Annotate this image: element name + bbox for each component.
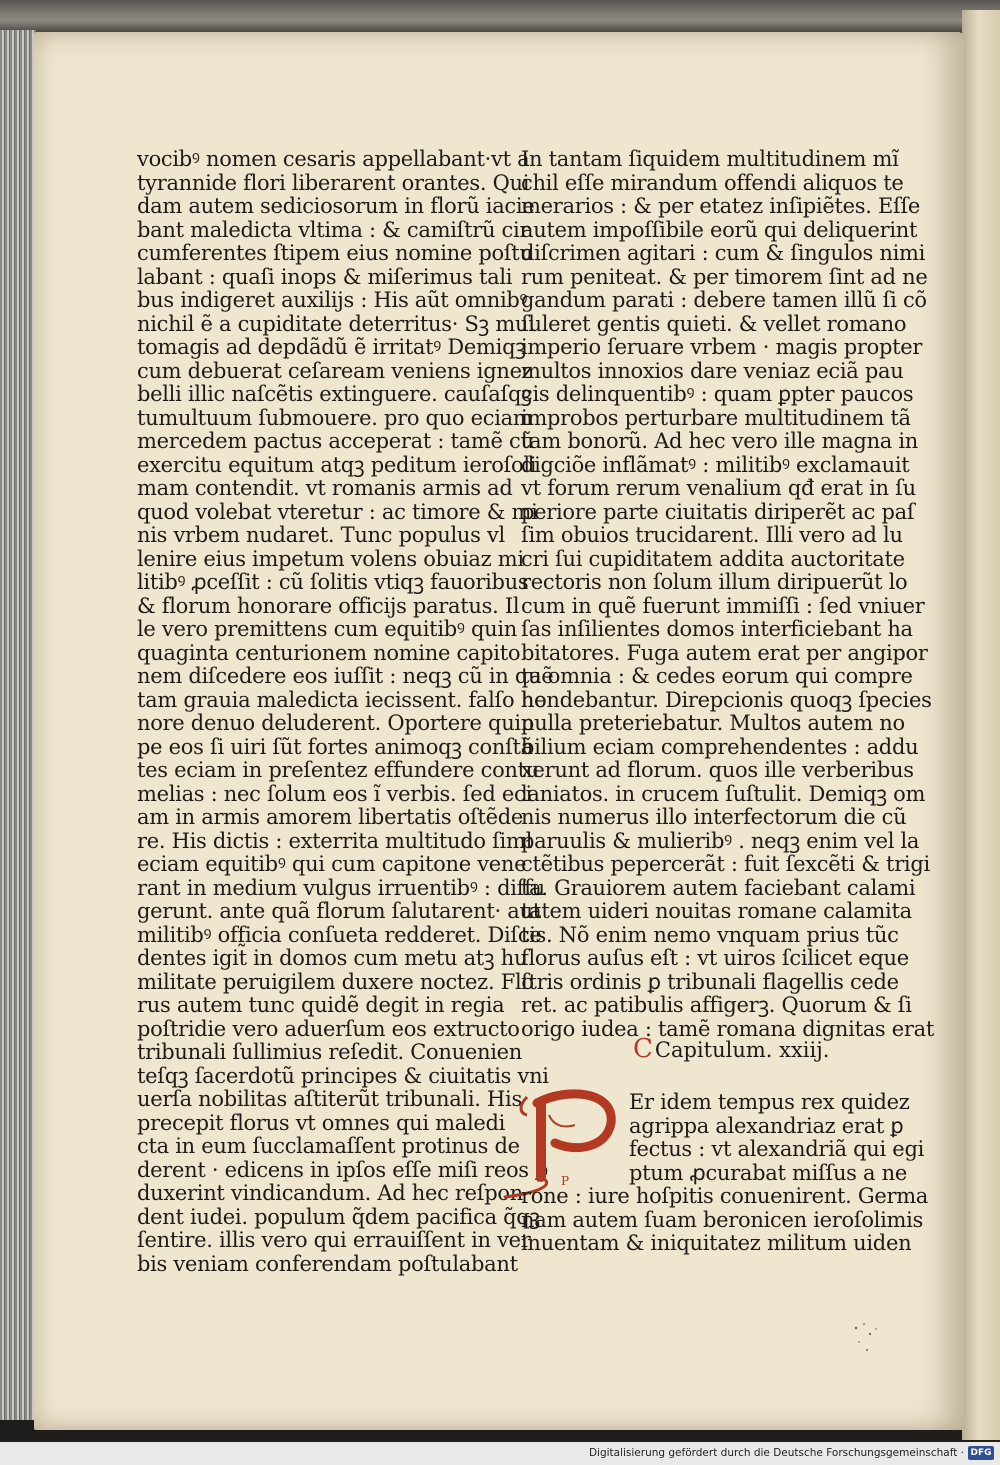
text-line: dent iudei. populum q̃dem pacifica q̃qꝫ <box>137 1204 540 1229</box>
text-line: dentes igit̃ in domos cum metu atꝫ hu <box>137 946 528 970</box>
text-line: lenire eius impetum volens obuiaz mi <box>137 546 524 571</box>
text-line: quaginta centurionem nomine capito <box>137 640 521 665</box>
text-line: ſim obuios trucidarent. Illi vero ad lu <box>521 523 903 547</box>
chapter-text-line: fectus : vt alexandriã qui egi <box>629 1137 924 1161</box>
chapter-text-line: nam autem ſuam beronicen ieroſolimis <box>521 1207 924 1232</box>
chapter-heading-text: Capitulum. xxiij. <box>654 1038 830 1062</box>
text-line: nis numerus illo interfectorum die cũ <box>521 805 907 829</box>
paragraph-mark: C <box>633 1034 653 1064</box>
text-line: bus indigeret auxilijs : His aũt omnibꝰ <box>137 288 528 312</box>
chapter-text-line: Er idem tempus rex quidez <box>629 1090 910 1114</box>
text-line: tam bonorũ. Ad hec vero ille magna in <box>521 429 919 453</box>
text-line: militibꝰ officia conſueta redderet. Diſce <box>137 922 542 947</box>
text-line: tyrannide flori liberarent orantes. Qui <box>137 170 530 195</box>
right-text-column <box>521 147 935 1041</box>
text-line: bis veniam conferendam poſtulabant <box>137 1251 518 1276</box>
text-line: ſtris ordinis ꝑ tribunali flagellis cede <box>521 969 899 994</box>
text-line: tatem uideri nouitas romane calamita <box>521 899 912 923</box>
text-line: ſuleret gentis quieti. & vellet romano <box>521 311 907 336</box>
text-line: paruulis & mulieribꝰ . neqꝫ enim vel la <box>521 828 920 853</box>
text-line: belli illic naſcẽtis extinguere. cauſaſqꝫ <box>137 382 532 406</box>
text-line: litibꝰ ꝓceſſit : cũ ſolitis vtiqꝫ fauoribus <box>137 570 529 594</box>
chapter-text-line: ptum ꝓcurabat miſſus a ne <box>629 1160 907 1185</box>
footer-bar <box>0 1442 1000 1465</box>
text-line: ret. ac patibulis affigerꝫ. Quorum & ſi <box>521 993 912 1017</box>
initial-letter: P <box>561 1174 570 1188</box>
text-line: diſcrimen agitari : cum & ſingulos nimi <box>521 241 926 265</box>
text-line: nem diſcedere eos iuſſit : neqꝫ cũ in quẽ <box>137 664 554 688</box>
text-line: cis delinquentibꝰ : quam ꝑpter paucos <box>521 382 914 406</box>
text-line: exercitu equitum atqꝫ peditum ieroſoli <box>137 452 537 477</box>
text-line: mercedem pactus acceperat : tamẽ cũ <box>137 429 534 453</box>
text-line: bitatores. Fuga autem erat per angipor <box>521 640 928 665</box>
text-line: merarios : & per etatez inſipiẽtes. Eſſe <box>521 194 921 218</box>
text-line: ſas inſilientes domos interficiebant ha <box>521 617 913 641</box>
text-line: cta in eum ſucclamaſſent protinus de <box>137 1134 520 1158</box>
text-line: rectoris non ſolum illum diripuerũt lo <box>521 570 908 594</box>
text-line: ta omnia : & cedes eorum qui compre <box>521 664 913 688</box>
text-line: laniatos. in crucem ſuſtulit. Demiqꝫ om <box>521 781 926 806</box>
text-line: vocibꝰ nomen cesaris appellabant·vt a <box>137 147 530 171</box>
text-line: le vero premittens cum equitibꝰ quin <box>137 617 517 641</box>
text-line: nichil ẽ a cupiditate deterritus· Sꝫ mul <box>137 311 535 336</box>
text-line: tumultuum ſubmouere. pro quo eciam <box>137 405 533 430</box>
text-line: rum peniteat. & per timorem ſint ad ne <box>521 264 928 289</box>
text-line: tam grauia maledicta iecissent. falſo ho <box>137 687 547 712</box>
text-line: nulla preteriebatur. Multos autem no <box>521 711 905 735</box>
text-line: re. His dictis : exterrita multitudo ſimł <box>137 828 533 853</box>
text-line: improbos perturbare multitudinem tã <box>521 405 911 430</box>
text-line: labant : quaſi inops & miſerimus tali <box>137 264 513 289</box>
text-line: eciam equitibꝰ qui cum capitone vene <box>137 852 527 876</box>
text-line: ta. Grauiorem autem faciebant calami <box>521 875 916 900</box>
text-line: precepit florus vt omnes qui maledi <box>137 1110 506 1135</box>
text-line: rant in medium vulgus irruentibꝰ : diffu <box>137 875 545 900</box>
funding-notice: Digitalisierung gefördert durch die Deutsche Forschungsgemeinschaft · <box>588 1447 964 1459</box>
text-line: pe eos ſi uiri ſũt fortes animoqꝫ conſtã <box>137 734 533 759</box>
text-line: am in armis amorem libertatis oſtẽde <box>137 805 524 829</box>
chapter-heading <box>633 1034 829 1064</box>
text-line: ſentire. illis vero qui errauiſſent in ver <box>137 1228 531 1252</box>
text-line: cumferentes ſtipem eius nomine poſtu <box>137 241 533 265</box>
text-line: dam autem sediciosorum in florũ iacie <box>137 194 535 218</box>
text-line: bilium eciam comprehendentes : addu <box>521 734 919 759</box>
facing-page-edge <box>962 10 1000 1440</box>
text-line: gandum parati : debere tamen illũ ſi cõ <box>521 288 927 312</box>
book-top-edge <box>0 0 1000 34</box>
text-line: poſtridie vero aduerſum eos extructo <box>137 1016 520 1041</box>
text-line: florus auſus eſt : vt uiros ſcilicet eque <box>521 946 909 970</box>
text-line: gerunt. ante quã florum ſalutarent· aut <box>137 899 541 923</box>
text-line: chil eſſe mirandum offendi aliquos te <box>521 170 904 195</box>
book-fore-edge <box>0 30 38 1420</box>
text-line: tis. Nõ enim nemo vnquam prius tũc <box>521 922 899 947</box>
chapter-text-line: agrippa alexandriaz erat ꝑ <box>629 1113 904 1138</box>
text-line: cri ſui cupiditatem addita auctoritate <box>521 546 905 571</box>
text-line: nore denuo deluderent. Oportere quip <box>137 711 534 735</box>
text-line: duxerint vindicandum. Ad hec reſpon <box>137 1181 523 1205</box>
dfg-logo: DFG <box>968 1446 994 1460</box>
text-line: xerunt ad florum. quos ille verberibus <box>521 758 914 782</box>
text-line: bant maledicta vltima : & camiſtrũ cir <box>137 217 530 242</box>
text-line: imperio ſeruare vrbem · magis propter <box>521 335 923 359</box>
text-line: uerſa nobilitas aſtiterũt tribunali. His <box>137 1087 522 1111</box>
text-line: tes eciam in preſentez effundere contu <box>137 758 540 782</box>
text-line: tomagis ad depdãdũ ẽ irritatꝰ Demiqꝫ <box>137 335 526 359</box>
text-line: quod volebat vteretur : ac timore & mi <box>137 499 538 524</box>
text-line: vt forum rerum venalium qđ erat in ſu <box>521 476 916 500</box>
text-line: derent · edicens in ipſos eſſe miſi reos ꝑ <box>137 1157 549 1182</box>
text-line: digciõe inflãmatꝰ : militibꝰ exclamauit <box>521 452 910 477</box>
text-line: In tantam ſiquidem multitudinem mĩ <box>521 147 899 171</box>
text-line: hendebantur. Direpcionis quoqꝫ ſpecies <box>521 687 932 712</box>
text-line: autem impoſſibile eorũ qui deliquerint <box>521 217 918 242</box>
chapter-text-line: rone : iure hoſpitis conuenirent. Germa <box>521 1184 929 1208</box>
text-line: ctẽtibus pepercerãt : fuit ſexcẽti & trigi <box>521 852 930 876</box>
paper-specks <box>850 1320 890 1360</box>
text-line: origo iudea : tamẽ romana dignitas erat <box>521 1016 935 1041</box>
text-line: nis vrbem nudaret. Tunc populus vl <box>137 523 505 547</box>
text-line: melias : nec ſolum eos ĩ verbis. ſed eci <box>137 781 532 806</box>
text-line: cum in quẽ fuerunt immiſſi : ſed vniuer <box>521 593 925 618</box>
chapter-text-line: inuentam & iniquitatez militum uiden <box>521 1231 912 1255</box>
text-line: teſqꝫ ſacerdotũ principes & ciuitatis vni <box>137 1063 549 1088</box>
text-line: militate peruigilem duxere noctez. Flo <box>137 969 534 994</box>
text-line: & florum honorare officijs paratus. Il <box>137 593 520 618</box>
text-line: periore parte ciuitatis diriperẽt ac paſ <box>521 499 915 524</box>
chapter-text <box>521 1090 929 1256</box>
text-line: tribunali ſullimius reſedit. Conuenien <box>137 1040 522 1064</box>
text-line: mam contendit. vt romanis armis ad <box>137 476 513 500</box>
text-line: rus autem tunc quidẽ degit in regia <box>137 993 505 1017</box>
text-line: multos innoxios dare veniaz eciã pau <box>521 358 904 383</box>
text-line: cum debuerat ceſaream veniens ignez <box>137 358 533 383</box>
left-text-column <box>137 147 554 1276</box>
